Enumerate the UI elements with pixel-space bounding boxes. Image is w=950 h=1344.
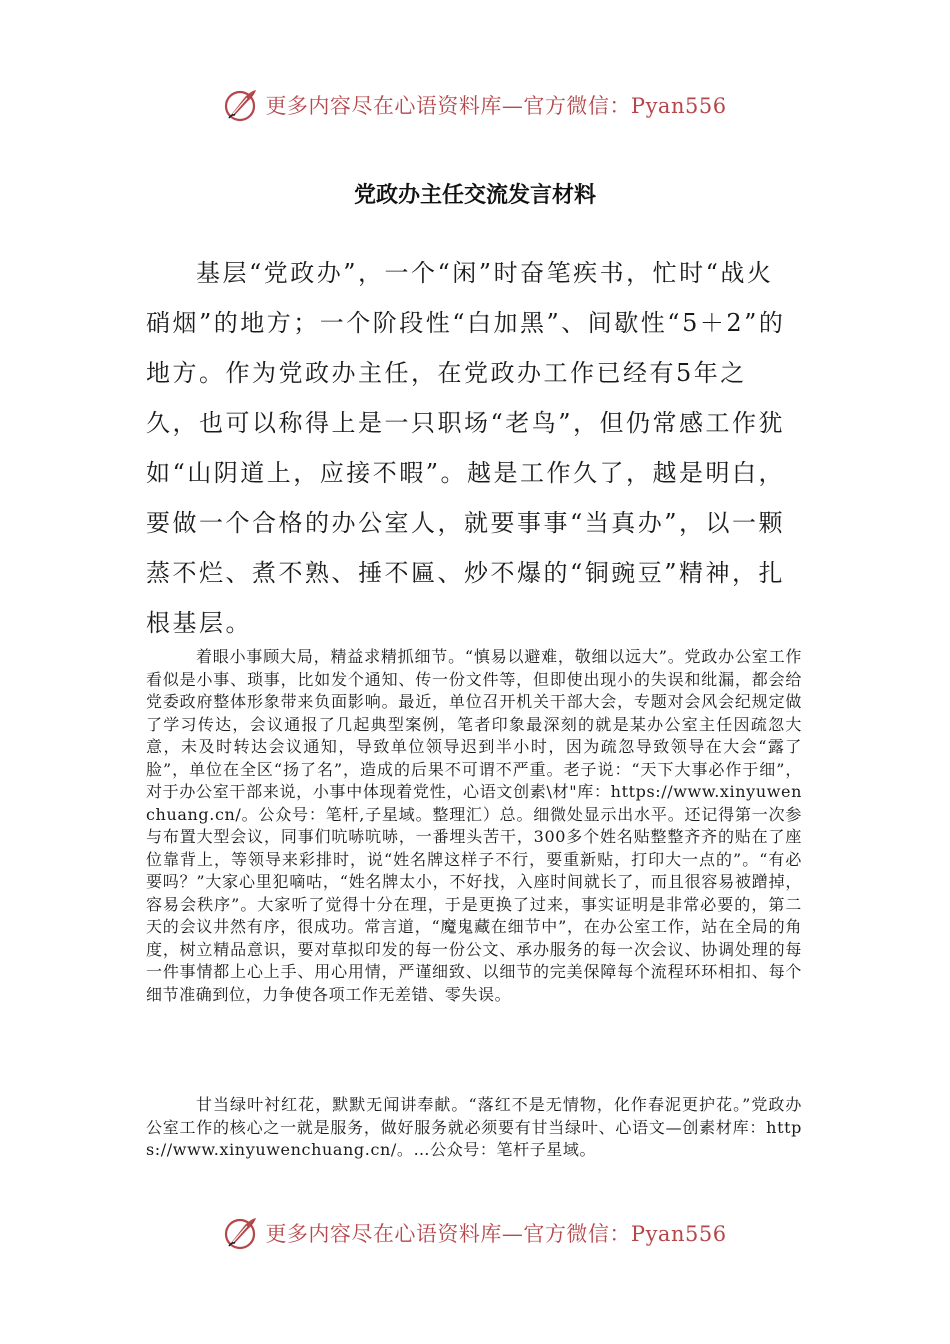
header-watermark-banner: [0, 82, 950, 128]
watermark-text: 更多内容尽在心语资料库—官方微信：Pyan556: [265, 1222, 727, 1246]
footer-watermark-banner: [0, 1210, 950, 1256]
quill-pen-logo-icon: [223, 1215, 259, 1251]
document-title: 党政办主任交流发言材料: [353, 182, 596, 208]
quill-pen-logo-icon: [223, 87, 259, 123]
body-paragraph: 着眼小事顾大局，精益求精抓细节。“慎易以避难，敬细以远大”。党政办公室工作看似是小事、琐事，比如发个通知、传一份文件等，但即使出现小的失误和纰漏，都会给党委政府整体形象带来负面影响。最近，单位召开机关干部大会，专题对会风会纪规定做了学习传达，会议通报了几起典型案例，笔者印象最深刻的就是某办公室主任因疏忽大意，未及时转达会议通知，导致单位领导迟到半小时，因为疏忽导致领导在大会“露了脸”，单位在全区“扬了名”，造成的后果不可谓不严重。老子说：“天下大事必作于细”，对于办公室干部来说，小事中体现着党性，心语文创素\材"库：https://www.xinyuwenchuang.cn/。公众号：笔杆,子星域。整理汇）总。细微处显示出水平。还记得第一次参与布置大型会议，同事们吭哧吭哧，一番埋头苦干，300多个姓名贴整整齐齐的贴在了座位靠背上，等领导来彩排时，说“姓名牌这样子不行，要重新贴，打印大一点的”。“有必要吗？”大家心里犯嘀咕，“姓名牌太小，不好找，入座时间就长了，而且很容易被蹭掉，容易会秩序”。大家听了觉得十分在理，于是更换了过来，事实证明是非常必要的，第二天的会议井然有序，很成功。常言道，“魔鬼藏在细节中”，在办公室工作，站在全局的角度，树立精品意识，要对草拟印发的每一份公文、承办服务的每一次会议、协调处理的每一件事情都上心上手、用心用情，严谨细致、以细节的完美保障每个流程环环相扣、每个细节准确到位，力争使各项工作无差错、零失误。: [146, 647, 802, 1004]
lead-paragraph: 基层“党政办”，一个“闲”时奋笔疾书，忙时“战火硝烟”的地方；一个阶段性“白加黑”、间歇性“5＋2”的地方。作为党政办主任，在党政办工作已经有5年之久，也可以称得上是一只职场“老鸟”，但仍常感工作犹如“山阴道上，应接不暇”。越是工作久了，越是明白，要做一个合格的办公室人，就要事事“当真办”，以一颗蒸不烂、煮不熟、捶不匾、炒不爆的“铜豌豆”精神，扎根基层。: [146, 259, 786, 637]
body-paragraph: 甘当绿叶衬红花，默默无闻讲奉献。“落红不是无情物，化作春泥更护花。”党政办公室工作的核心之一就是服务，做好服务就必须要有甘当绿叶、心语文—创素材库：https://www.xinyuwenchuang.cn/。…公众号：笔杆子星域。: [146, 1095, 802, 1159]
watermark-text: 更多内容尽在心语资料库—官方微信：Pyan556: [265, 94, 727, 118]
